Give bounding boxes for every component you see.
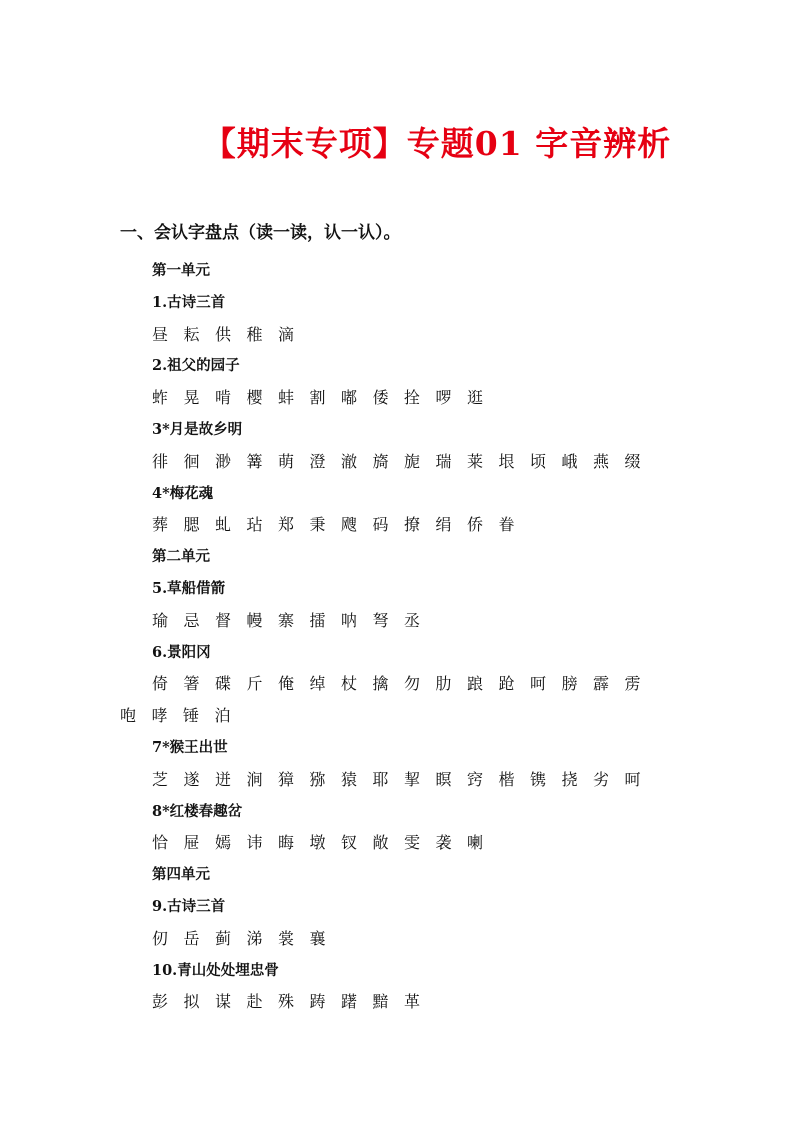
character: 恰 — [152, 833, 169, 853]
character: 蓟 — [215, 928, 232, 948]
character: 旖 — [372, 451, 389, 471]
character: 擒 — [372, 674, 389, 694]
lesson-title: 6.景阳冈 — [152, 643, 211, 661]
character: 岳 — [183, 928, 200, 948]
character: 墩 — [309, 833, 326, 853]
character: 锤 — [183, 706, 200, 726]
character: 楷 — [498, 769, 515, 789]
character-row — [120, 605, 680, 637]
character: 遂 — [183, 769, 200, 789]
section-heading: 一、会认字盘点（读一读，认一认）。 — [120, 223, 401, 243]
character: 徊 — [183, 451, 200, 471]
character: 袭 — [435, 833, 452, 853]
lesson-title: 7*猴王出世 — [152, 738, 228, 756]
character-row — [120, 382, 680, 414]
character: 讳 — [246, 833, 263, 853]
lesson-title: 8*红楼春趣岔 — [152, 802, 243, 820]
character: 挈 — [404, 769, 421, 789]
character: 劣 — [593, 769, 610, 789]
character: 革 — [404, 992, 421, 1012]
lesson-title: 4*梅花魂 — [152, 484, 214, 502]
character: 眷 — [498, 515, 515, 535]
character: 割 — [309, 388, 326, 408]
unit-heading: 第四单元 — [152, 866, 210, 884]
character: 涕 — [246, 928, 263, 948]
content-list — [120, 255, 680, 1018]
character: 窍 — [467, 769, 484, 789]
character: 渺 — [215, 451, 232, 471]
lesson-title: 2.祖父的园子 — [152, 357, 240, 375]
character: 峨 — [561, 451, 578, 471]
character: 拴 — [404, 388, 421, 408]
character: 徘 — [152, 451, 169, 471]
character: 郑 — [278, 515, 295, 535]
character: 呵 — [530, 674, 547, 694]
character: 膀 — [561, 674, 578, 694]
character: 昼 — [152, 324, 169, 344]
character: 秉 — [309, 515, 326, 535]
character: 篝 — [246, 451, 263, 471]
character-row — [120, 509, 680, 541]
character-row — [120, 827, 680, 859]
character: 葬 — [152, 515, 169, 535]
character: 寨 — [278, 610, 295, 630]
character: 躇 — [341, 992, 358, 1012]
character: 霹 — [593, 674, 610, 694]
character: 芝 — [152, 769, 169, 789]
lesson-title: 1.古诗三首 — [152, 293, 226, 311]
character-row — [120, 986, 680, 1018]
character: 襄 — [309, 928, 326, 948]
character: 踌 — [309, 992, 326, 1012]
character: 滴 — [278, 324, 295, 344]
character: 迸 — [215, 769, 232, 789]
character: 飕 — [341, 515, 358, 535]
character: 猿 — [341, 769, 358, 789]
character: 侨 — [467, 515, 484, 535]
character: 腮 — [183, 515, 200, 535]
character: 钗 — [341, 833, 358, 853]
character: 萌 — [278, 451, 295, 471]
character: 蚱 — [152, 388, 169, 408]
character: 箸 — [183, 674, 200, 694]
character: 码 — [372, 515, 389, 535]
character: 玷 — [246, 515, 263, 535]
character: 跄 — [498, 674, 515, 694]
character: 绢 — [435, 515, 452, 535]
character: 杖 — [341, 674, 358, 694]
character: 雳 — [624, 674, 641, 694]
character: 督 — [215, 610, 232, 630]
unit-heading: 第二单元 — [152, 548, 210, 566]
character: 猕 — [309, 769, 326, 789]
character: 彭 — [152, 992, 169, 1012]
unit-heading: 第一单元 — [152, 262, 210, 279]
character: 莱 — [467, 451, 484, 471]
character: 倚 — [152, 674, 169, 694]
lesson-title: 5.草船借箭 — [152, 579, 226, 597]
character: 澄 — [309, 451, 326, 471]
character: 弩 — [372, 610, 389, 630]
character: 供 — [215, 324, 232, 344]
character: 雯 — [404, 833, 421, 853]
character: 绰 — [309, 674, 326, 694]
character: 俺 — [278, 674, 295, 694]
character: 黯 — [372, 992, 389, 1012]
character-row — [120, 923, 680, 955]
character: 谋 — [215, 992, 232, 1012]
character: 啃 — [215, 388, 232, 408]
character: 咆 — [120, 706, 137, 726]
character: 逛 — [467, 388, 484, 408]
lesson-title: 10.青山处处埋忠骨 — [152, 961, 279, 979]
lesson-title: 3*月是故乡明 — [152, 420, 243, 438]
character: 耶 — [372, 769, 389, 789]
character: 晃 — [183, 388, 200, 408]
character: 仞 — [152, 928, 169, 948]
character: 啰 — [435, 388, 452, 408]
character: 丞 — [404, 610, 421, 630]
character: 樱 — [246, 388, 263, 408]
character: 擂 — [309, 610, 326, 630]
character: 泊 — [214, 706, 231, 726]
character: 碟 — [215, 674, 232, 694]
character: 蚌 — [278, 388, 295, 408]
character: 喇 — [467, 833, 484, 853]
character: 虬 — [215, 515, 232, 535]
character: 瞑 — [435, 769, 452, 789]
character: 倭 — [372, 388, 389, 408]
character: 镌 — [530, 769, 547, 789]
character: 殊 — [278, 992, 295, 1012]
character: 踉 — [467, 674, 484, 694]
character-row — [120, 319, 680, 351]
character: 裳 — [278, 928, 295, 948]
lesson-title: 9.古诗三首 — [152, 897, 226, 915]
character: 澈 — [341, 451, 358, 471]
character: 拟 — [183, 992, 200, 1012]
document-title: 【期末专项】专题01 字音辨析 — [202, 124, 672, 163]
character-row — [120, 446, 680, 478]
character: 幔 — [246, 610, 263, 630]
character: 耘 — [183, 324, 200, 344]
character: 瑞 — [435, 451, 452, 471]
character: 挠 — [561, 769, 578, 789]
character: 撩 — [404, 515, 421, 535]
character: 勿 — [404, 674, 421, 694]
character: 旎 — [404, 451, 421, 471]
character-row — [120, 764, 680, 796]
character: 斤 — [246, 674, 263, 694]
character: 稚 — [246, 324, 263, 344]
character: 嫣 — [215, 833, 232, 853]
character: 獐 — [278, 769, 295, 789]
character: 赴 — [246, 992, 263, 1012]
character: 肋 — [435, 674, 452, 694]
character: 嘟 — [341, 388, 358, 408]
character: 哮 — [151, 706, 168, 726]
character: 瑜 — [152, 610, 169, 630]
character: 呐 — [341, 610, 358, 630]
character: 晦 — [278, 833, 295, 853]
character: 忌 — [183, 610, 200, 630]
character: 燕 — [593, 451, 610, 471]
character-row — [120, 668, 680, 732]
character: 顷 — [530, 451, 547, 471]
character: 呵 — [624, 769, 641, 789]
character: 缀 — [624, 451, 641, 471]
character: 屉 — [183, 833, 200, 853]
character: 垠 — [498, 451, 515, 471]
character: 敞 — [372, 833, 389, 853]
character: 涧 — [246, 769, 263, 789]
